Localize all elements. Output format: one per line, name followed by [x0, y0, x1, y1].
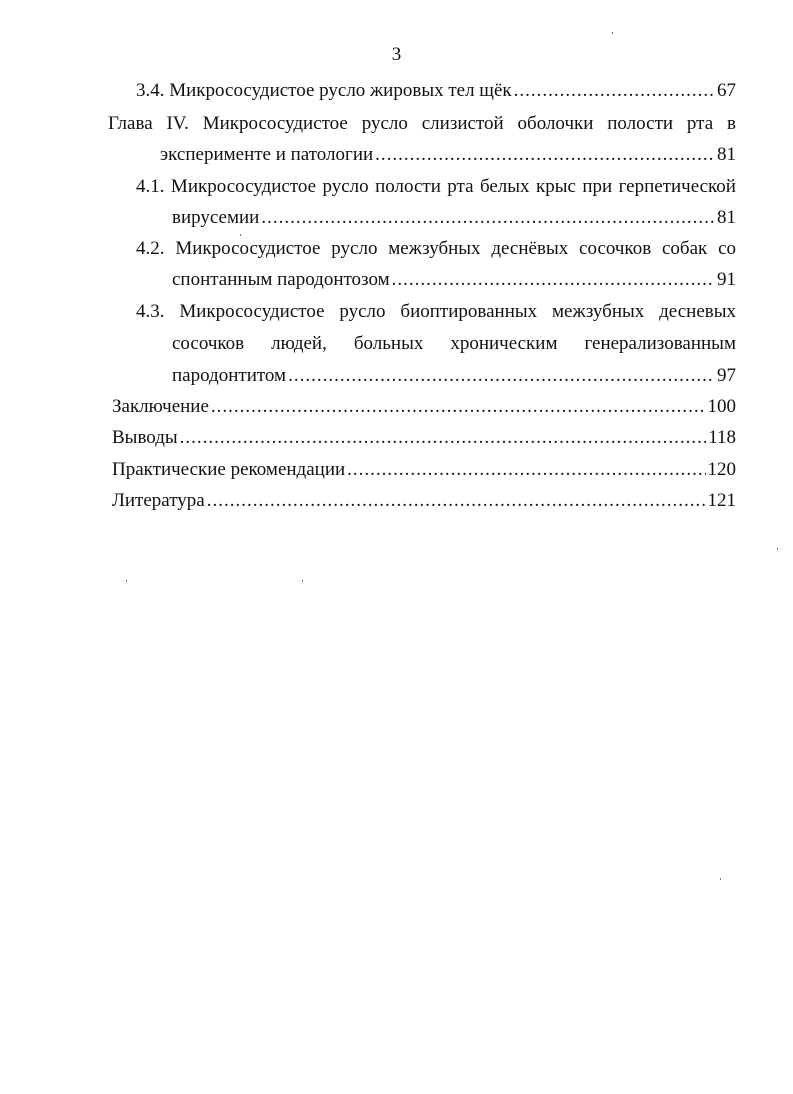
word: IV. [166, 113, 189, 134]
toc-entry-label: эксперименте и патологии [160, 144, 374, 165]
scan-speck [720, 878, 721, 880]
toc-entry-page: 120 [707, 459, 736, 480]
page-number: 3 [391, 44, 402, 65]
word: межзубных [388, 238, 481, 259]
toc-entry-4-3-line1[interactable] [136, 300, 736, 324]
toc-entry-label: спонтанным пародонтозом [172, 269, 390, 290]
word: десневых [659, 301, 736, 322]
word: биоптированных [400, 301, 538, 322]
scan-speck [612, 32, 613, 34]
toc-entry-label: пародонтитом [172, 365, 287, 386]
dot-leader [392, 268, 715, 292]
word: в [726, 113, 736, 134]
toc-entry-page: 81 [717, 207, 736, 228]
word: сосочков [579, 238, 652, 259]
dot-leader [347, 458, 705, 482]
scan-speck [302, 580, 303, 582]
toc-entry-4-2-line1[interactable] [136, 237, 736, 261]
toc-entry-label: Литература [112, 490, 205, 511]
toc-entry-page: 118 [708, 427, 736, 448]
word: русло [361, 113, 408, 134]
word: сосочков [172, 333, 245, 354]
dot-leader [211, 395, 706, 419]
word: русло [331, 238, 378, 259]
toc-entry-4-3-line2[interactable] [172, 332, 736, 356]
word: 4.3. [136, 301, 165, 322]
toc-entry-label: Выводы [112, 427, 178, 448]
scan-speck [240, 234, 241, 236]
word: герпетической [618, 176, 736, 197]
toc-entry-label: 3.4. Микрососудистое русло жировых тел щёк [136, 80, 512, 101]
word: Микрососудистое [179, 301, 325, 322]
toc-entry-conclusion[interactable] [112, 395, 736, 419]
toc-entry-label: Практические рекомендации [112, 459, 346, 480]
word: рта [447, 176, 474, 197]
scan-speck [126, 580, 127, 582]
word: Микрососудистое [170, 176, 317, 197]
toc-entry-page: 67 [717, 80, 736, 101]
toc-entry-4-1-line2[interactable] [172, 206, 736, 230]
word: Глава [108, 113, 153, 134]
dot-leader [375, 143, 715, 167]
word: 4.1. [136, 176, 165, 197]
scan-speck [777, 548, 778, 550]
word: русло [339, 301, 386, 322]
word: людей, [271, 333, 327, 354]
word: 4.2. [136, 238, 165, 259]
dot-leader [207, 489, 706, 513]
word: генерализованным [584, 333, 736, 354]
toc-entry-literature[interactable] [112, 489, 736, 513]
toc-entry-page: 97 [717, 365, 736, 386]
dot-leader [261, 206, 715, 230]
word: рта [686, 113, 714, 134]
toc-entry-4-1-line1[interactable] [136, 175, 736, 199]
word: больных [353, 333, 424, 354]
word: белых [479, 176, 530, 197]
dot-leader [514, 79, 715, 103]
toc-entry-4-3-line3[interactable] [172, 364, 736, 388]
word: Микрососудистое [202, 113, 348, 134]
word: полости [607, 113, 674, 134]
word: слизистой [421, 113, 504, 134]
word: деснёвых [491, 238, 569, 259]
toc-entry-page: 81 [717, 144, 736, 165]
toc-entry-page: 100 [707, 396, 736, 417]
word: русло [322, 176, 369, 197]
toc-entry-page: 91 [717, 269, 736, 290]
word: собак [661, 238, 708, 259]
word: оболочки [517, 113, 594, 134]
toc-entry-3-4[interactable] [136, 79, 736, 103]
word: со [718, 238, 736, 259]
word: при [582, 176, 613, 197]
toc-entry-chapter-4-line1[interactable] [108, 112, 736, 136]
dot-leader [288, 364, 715, 388]
word: межзубных [552, 301, 645, 322]
word: Микрососудистое [175, 238, 321, 259]
toc-entry-page: 121 [707, 490, 736, 511]
toc-entry-chapter-4-line2[interactable] [160, 143, 736, 167]
word: хроническим [450, 333, 558, 354]
toc-entry-findings[interactable] [112, 426, 736, 450]
toc-entry-4-2-line2[interactable] [172, 268, 736, 292]
word: полости [375, 176, 441, 197]
toc-entry-label: Заключение [112, 396, 209, 417]
dot-leader [180, 426, 707, 450]
toc-entry-label: вирусемии [172, 207, 260, 228]
toc-entry-recommendations[interactable] [112, 458, 736, 482]
word: крыс [535, 176, 576, 197]
